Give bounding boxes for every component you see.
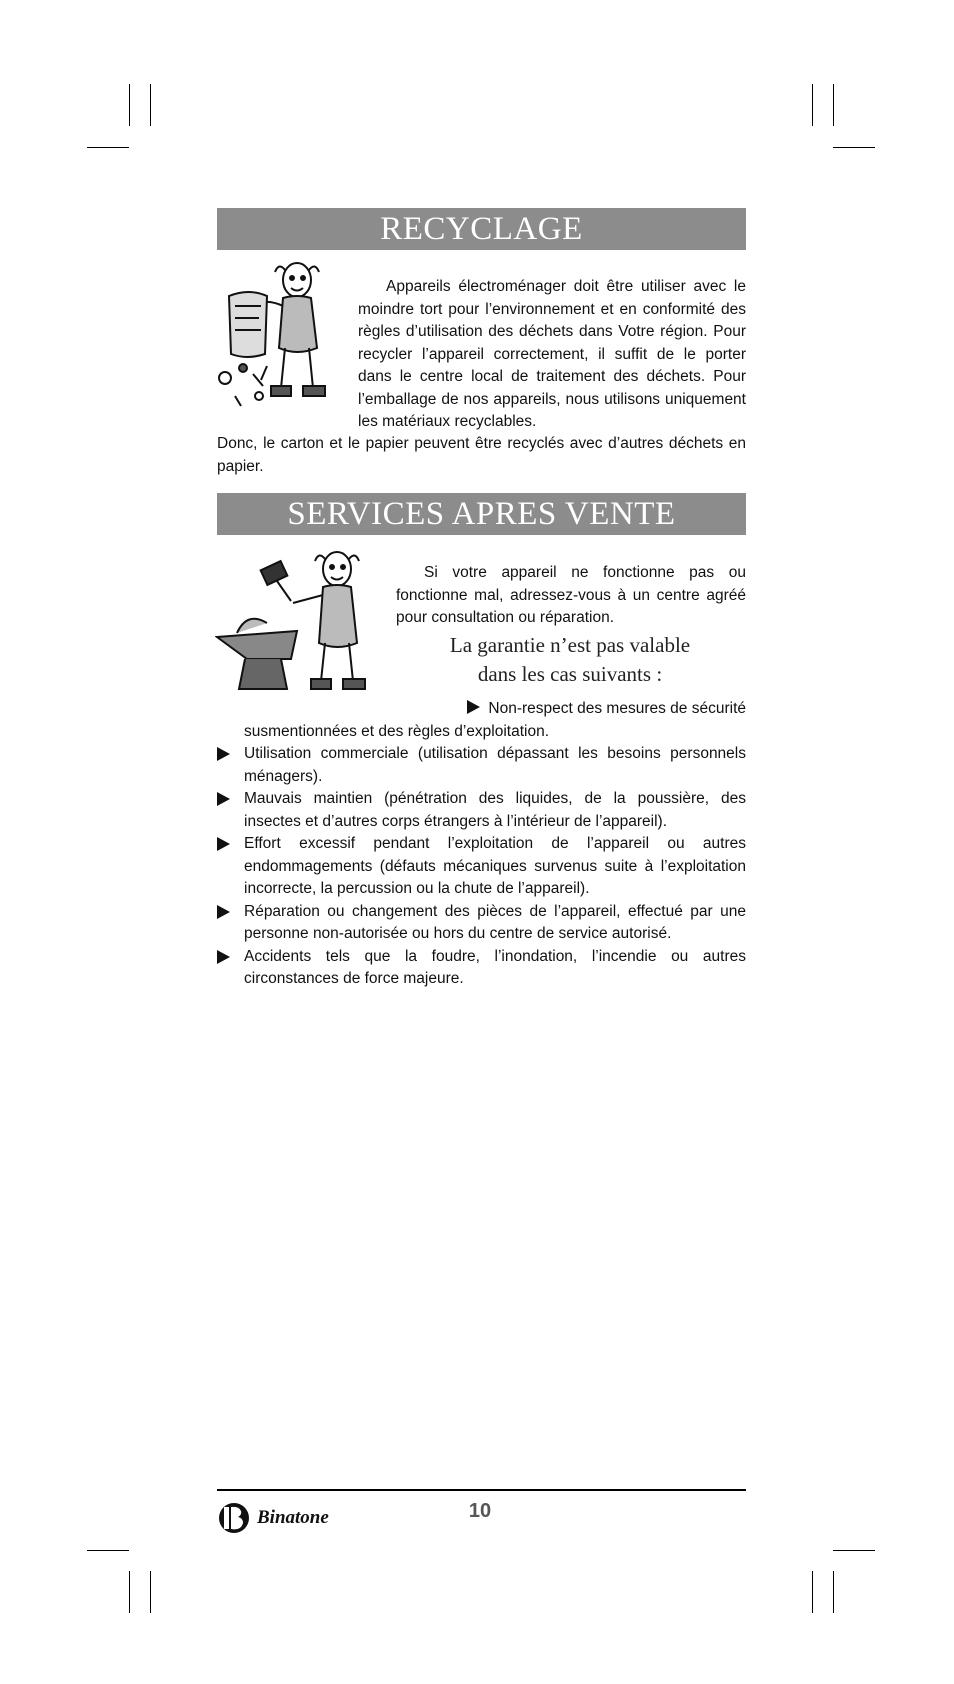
warranty-item [217, 833, 746, 901]
warranty-item-text: Non-respect des mesures de sécurité [488, 700, 746, 717]
brand-name: Binatone [257, 1507, 329, 1528]
crop-mark [833, 84, 834, 126]
crop-mark [833, 147, 875, 148]
guarantee-heading-line-1: La garantie n’est pas valable [449, 633, 691, 657]
recycling-paragraph: Appareils électroménager doit être utiliser avec le moindre tort pour l’environnement et en conformité des règles d’utilisation des déchets dans Votre région. Pour recycler l’appareil correctement, il suffit de le porter dans le centre local de traitement des déchets. Pour l’emballage de nos appareils, nous utilisons uniquement les matériaux recyclables. [358, 278, 746, 430]
warranty-item [217, 743, 746, 788]
page-number: 10 [468, 1500, 492, 1522]
warranty-item [217, 901, 746, 946]
service-paragraph: Si votre appareil ne fonctionne pas ou fonctionne mal, adressez-vous à un centre agréé pour consultation ou réparation. [396, 564, 746, 626]
crop-mark [833, 1550, 875, 1551]
warranty-item-text-continued: susmentionnées et des règles d’exploitation. [244, 722, 550, 740]
bullet-triangle-icon [217, 837, 230, 851]
bullet-triangle-icon [467, 700, 480, 714]
bullet-triangle-icon [217, 792, 230, 806]
crop-mark [812, 84, 813, 126]
warranty-item-text: Mauvais maintien (pénétration des liquides, de la poussière, des insectes et d’autres corps étrangers à l’intérieur de l’appareil). [244, 790, 746, 830]
guarantee-heading-line-2: dans les cas suivants : [477, 662, 663, 686]
crop-mark [87, 1550, 129, 1551]
warranty-item [244, 698, 746, 743]
crop-mark [833, 1571, 834, 1613]
binatone-logo-icon [217, 1501, 253, 1535]
guarantee-heading [420, 631, 720, 689]
crop-mark [150, 1571, 151, 1613]
warranty-item-text: Accidents tels que la foudre, l’inondation, l’incendie ou autres circonstances de force majeure. [244, 947, 746, 987]
warranty-item-text: Réparation ou changement des pièces de l’appareil, effectué par une personne non-autorisée ou hors du centre de service autorisé. [244, 902, 746, 942]
brand-logo [217, 1500, 329, 1536]
bullet-triangle-icon [217, 747, 230, 761]
bullet-triangle-icon [217, 905, 230, 919]
crop-mark [129, 84, 130, 126]
warranty-item [217, 788, 746, 833]
crop-mark [150, 84, 151, 126]
recycling-paragraph-continued: Donc, le carton et le papier peuvent être recyclés avec d’autres déchets en papier. [217, 435, 746, 475]
warranty-item-text: Utilisation commerciale (utilisation dépassant les besoins personnels ménagers). [244, 745, 746, 785]
recycling-illustration [215, 256, 345, 416]
service-illustration [215, 545, 385, 705]
footer-divider [217, 1489, 746, 1491]
warranty-item-text: Effort excessif pendant l’exploitation de l’appareil ou autres endommagements (défauts mécaniques survenus suite à l’exploitation incorrecte, la percussion ou la chute de l’appareil). [244, 835, 746, 897]
crop-mark [87, 147, 129, 148]
bullet-triangle-icon [217, 950, 230, 964]
warranty-item [217, 946, 746, 991]
service-title: SERVICES APRES VENTE [217, 493, 746, 535]
warranty-exclusion-list [217, 743, 746, 991]
crop-mark [812, 1571, 813, 1613]
crop-mark [129, 1571, 130, 1613]
recycling-title: RECYCLAGE [217, 208, 746, 250]
